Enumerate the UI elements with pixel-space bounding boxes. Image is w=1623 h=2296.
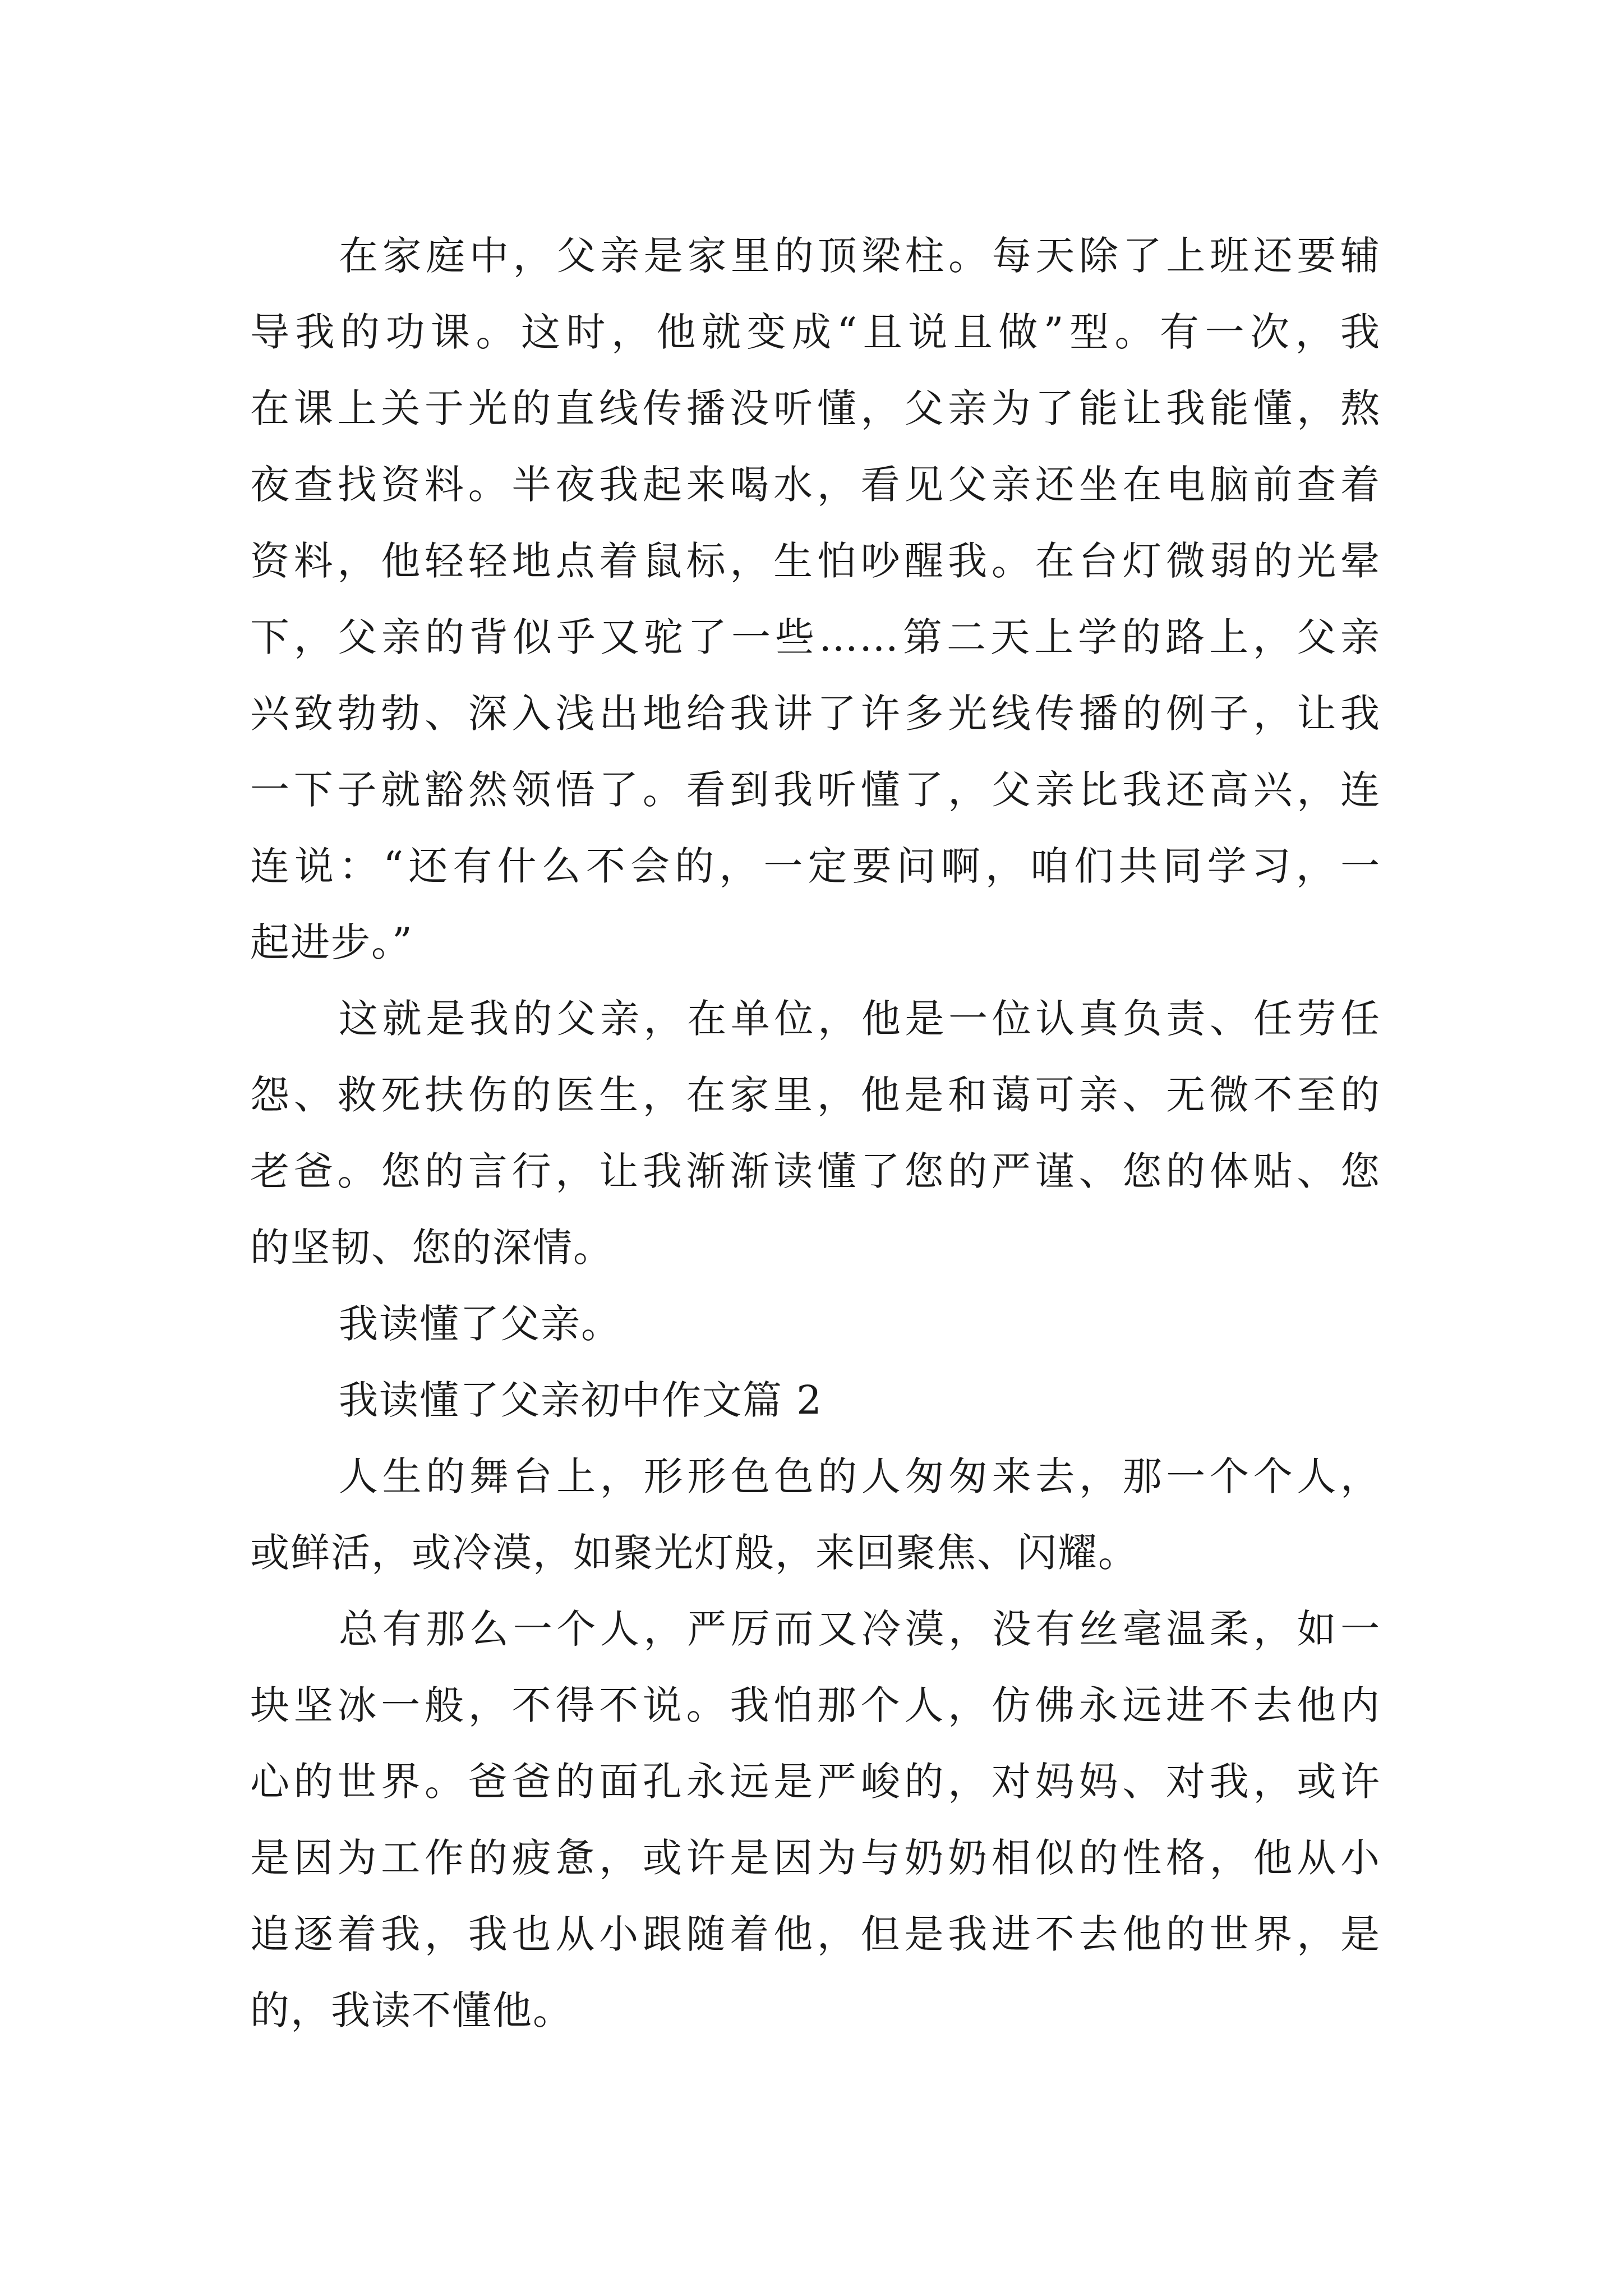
document-body: [250, 218, 1381, 2049]
text-line: 的坚韧、您的深情。: [250, 1225, 614, 1271]
text-line: 心的世界。爸爸的面孔永远是严峻的，对妈妈、对我，或许: [250, 1759, 1381, 1805]
text-line: 是因为工作的疲惫，或许是因为与奶奶相似的性格，他从小: [250, 1835, 1381, 1881]
text-line: 导我的功课。这时，他就变成“且说且做”型。有一次，我: [250, 309, 1381, 355]
text-line: 或鲜活，或冷漠，如聚光灯般，来回聚焦、闪耀。: [250, 1530, 1138, 1576]
text-line: 总有那么一个人，严厉而又冷漠，没有丝毫温柔，如一: [339, 1606, 1381, 1652]
text-line: 资料，他轻轻地点着鼠标，生怕吵醒我。在台灯微弱的光晕: [250, 538, 1381, 584]
text-line: 夜查找资料。半夜我起来喝水，看见父亲还坐在电脑前查着: [250, 462, 1381, 508]
text-line: 一下子就豁然领悟了。看到我听懂了，父亲比我还高兴，连: [250, 767, 1381, 813]
text-line: 追逐着我，我也从小跟随着他，但是我进不去他的世界，是: [250, 1911, 1381, 1957]
text-line: 在家庭中，父亲是家里的顶梁柱。每天除了上班还要辅: [339, 233, 1381, 279]
text-line: 我读懂了父亲。: [339, 1301, 621, 1347]
text-line: 的，我读不懂他。: [250, 1987, 573, 2033]
text-line: 连说：“还有什么不会的，一定要问啊，咱们共同学习，一: [250, 843, 1381, 889]
text-line: 在课上关于光的直线传播没听懂，父亲为了能让我能懂，熬: [250, 385, 1381, 431]
section-heading: 我读懂了父亲初中作文篇 2: [339, 1377, 823, 1423]
text-line: 人生的舞台上，形形色色的人匆匆来去，那一个个人，: [339, 1453, 1381, 1499]
text-line: 老爸。您的言行，让我渐渐读懂了您的严谨、您的体贴、您: [250, 1148, 1381, 1194]
text-line: 起进步。”: [250, 919, 413, 965]
text-line: 块坚冰一般，不得不说。我怕那个人，仿佛永远进不去他内: [250, 1682, 1381, 1728]
text-line: 下，父亲的背似乎又驼了一些……第二天上学的路上，父亲: [250, 614, 1381, 660]
text-line: 这就是我的父亲，在单位，他是一位认真负责、任劳任: [339, 996, 1381, 1042]
text-line: 怨、救死扶伤的医生，在家里，他是和蔼可亲、无微不至的: [250, 1072, 1381, 1118]
text-line: 兴致勃勃、深入浅出地给我讲了许多光线传播的例子，让我: [250, 691, 1381, 737]
